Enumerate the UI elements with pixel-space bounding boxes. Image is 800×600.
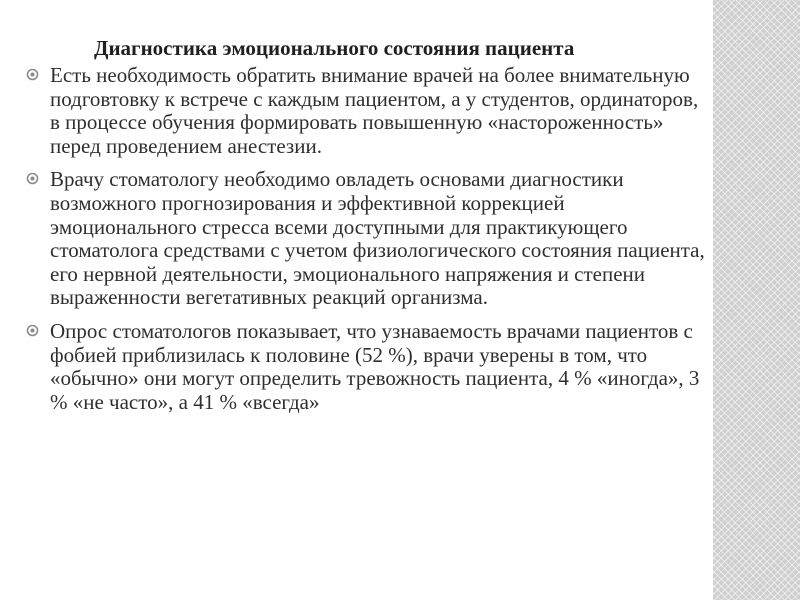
bullet-item	[24, 168, 706, 310]
slide-content	[24, 36, 706, 424]
bullet-text: Есть необходимость обратить внимание врачей на более внимательную подговтовку к встрече с каждым пациентом, а у студентов, ординаторов, в процессе обучения формировать повышенную «настороженность» перед проведением анестезии.	[50, 63, 699, 158]
bullet-item	[24, 320, 706, 414]
circle-bullet-icon	[26, 324, 39, 337]
circle-bullet-icon	[26, 172, 39, 185]
bullet-text: Врачу стоматологу необходимо овладеть основами диагностики возможного прогнозирования и эффективной коррекцией эмоционального стресса всеми доступными для практикующего стоматолога средствами с учетом физиологического состояния пациента, его нервной деятельности, эмоционального напряжения и степени выраженности вегетативных реакций организма.	[50, 167, 705, 310]
slide-title: Диагностика эмоционального состояния пациента	[94, 36, 575, 60]
bullet-text: Опрос стоматологов показывает, что узнаваемость врачами пациентов с фобией приблизилась к половине (52 %), врачи уверены в том, что «обычно» они могут определить тревожность пациента, 4 % «иногда», 3 % «не часто», а 41 % «всегда»	[50, 318, 700, 414]
circle-bullet-icon	[26, 68, 39, 81]
decorative-side-panel	[713, 0, 800, 600]
bullet-item	[24, 64, 706, 158]
bullet-list	[24, 64, 706, 414]
